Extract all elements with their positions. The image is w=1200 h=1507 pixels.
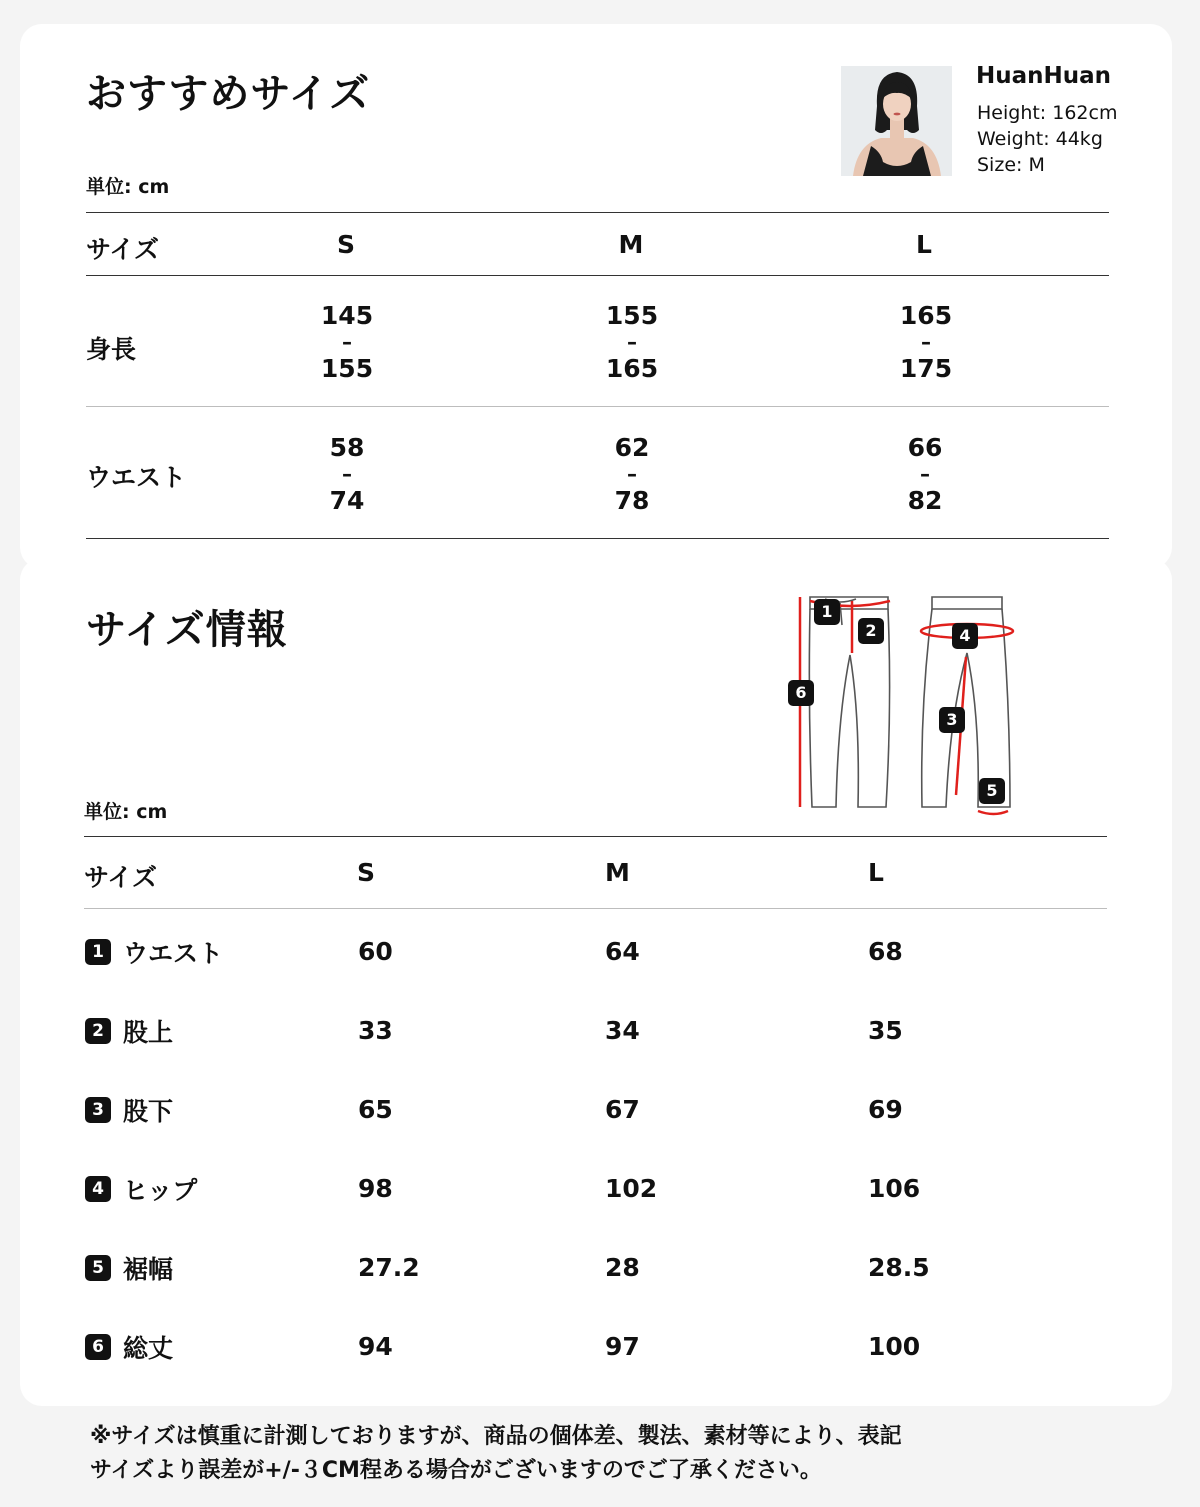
info-header-s: S bbox=[357, 858, 376, 887]
badge-3: 3 bbox=[85, 1097, 111, 1123]
info-cell-hem-l: 28.5 bbox=[868, 1253, 930, 1282]
info-cell-inseam-m: 67 bbox=[605, 1095, 640, 1124]
divider bbox=[84, 836, 1107, 837]
info-row-label-inseam: 3 股下 bbox=[85, 1092, 173, 1128]
model-weight: Weight: 44kg bbox=[977, 128, 1103, 150]
recommend-row-label-height: 身長 bbox=[86, 335, 137, 364]
diagram-badge-3: 3 bbox=[939, 707, 965, 733]
info-cell-hip-m: 102 bbox=[605, 1174, 658, 1203]
recommend-header-s: S bbox=[336, 230, 355, 259]
info-cell-hip-l: 106 bbox=[868, 1174, 921, 1203]
diagram-badge-4: 4 bbox=[952, 623, 978, 649]
recommend-cell-height-l: 165 – 175 bbox=[899, 301, 953, 383]
info-row-label-waist: 1 ウエスト bbox=[85, 934, 223, 970]
info-cell-rise-s: 33 bbox=[358, 1016, 393, 1045]
info-cell-inseam-s: 65 bbox=[358, 1095, 393, 1124]
badge-5: 5 bbox=[85, 1255, 111, 1281]
recommend-header-m: M bbox=[618, 230, 644, 259]
info-row-label-rise: 2 股上 bbox=[85, 1013, 173, 1049]
recommend-header-l: L bbox=[916, 230, 932, 259]
badge-2: 2 bbox=[85, 1018, 111, 1044]
info-row-label-hem-width: 5 裾幅 bbox=[85, 1250, 173, 1286]
info-row-label-total-length: 6 総丈 bbox=[85, 1329, 173, 1365]
divider bbox=[86, 406, 1109, 407]
divider bbox=[86, 538, 1109, 539]
diagram-badge-6: 6 bbox=[788, 680, 814, 706]
badge-6: 6 bbox=[85, 1334, 111, 1360]
recommend-cell-waist-m: 62 – 78 bbox=[614, 433, 650, 515]
info-cell-rise-m: 34 bbox=[605, 1016, 640, 1045]
info-cell-hem-m: 28 bbox=[605, 1253, 640, 1282]
size-info-unit: 単位: cm bbox=[84, 801, 168, 823]
model-name: HuanHuan bbox=[976, 63, 1112, 89]
disclaimer-note bbox=[90, 1420, 1150, 1488]
info-cell-inseam-l: 69 bbox=[868, 1095, 903, 1124]
info-header-size: サイズ bbox=[84, 863, 158, 892]
recommend-cell-waist-s: 58 – 74 bbox=[329, 433, 365, 515]
info-row-label-hip: 4 ヒップ bbox=[85, 1171, 197, 1207]
disclaimer-line-2: サイズより誤差が+/-３CM程ある場合がございますのでご了承ください。 bbox=[90, 1458, 822, 1483]
info-cell-waist-s: 60 bbox=[358, 937, 393, 966]
divider bbox=[86, 275, 1109, 276]
recommend-cell-height-m: 155 – 165 bbox=[605, 301, 659, 383]
info-header-l: L bbox=[868, 858, 884, 887]
badge-1: 1 bbox=[85, 939, 111, 965]
model-portrait-image bbox=[841, 66, 952, 176]
info-cell-length-l: 100 bbox=[868, 1332, 921, 1361]
pants-measurement-diagram bbox=[780, 585, 1040, 825]
info-cell-rise-l: 35 bbox=[868, 1016, 903, 1045]
recommend-header-size: サイズ bbox=[86, 235, 160, 264]
info-cell-hem-s: 27.2 bbox=[358, 1253, 420, 1282]
divider bbox=[84, 908, 1107, 909]
diagram-badge-1: 1 bbox=[814, 599, 840, 625]
disclaimer-line-1: ※サイズは慎重に計測しておりますが、商品の個体差、製法、素材等により、表記 bbox=[90, 1424, 902, 1449]
info-cell-hip-s: 98 bbox=[358, 1174, 393, 1203]
diagram-badge-5: 5 bbox=[979, 778, 1005, 804]
info-cell-waist-m: 64 bbox=[605, 937, 640, 966]
model-height: Height: 162cm bbox=[977, 102, 1118, 124]
info-cell-length-s: 94 bbox=[358, 1332, 393, 1361]
info-header-m: M bbox=[605, 858, 630, 887]
model-size: Size: M bbox=[977, 154, 1045, 176]
recommend-unit: 単位: cm bbox=[86, 176, 170, 198]
divider bbox=[86, 212, 1109, 213]
diagram-badge-2: 2 bbox=[858, 618, 884, 644]
model-photo bbox=[841, 66, 952, 176]
size-info-title: サイズ情報 bbox=[86, 607, 288, 653]
badge-4: 4 bbox=[85, 1176, 111, 1202]
recommend-cell-waist-l: 66 – 82 bbox=[907, 433, 943, 515]
info-cell-waist-l: 68 bbox=[868, 937, 903, 966]
info-cell-length-m: 97 bbox=[605, 1332, 640, 1361]
recommend-row-label-waist: ウエスト bbox=[86, 463, 187, 492]
recommend-title: おすすめサイズ bbox=[86, 71, 371, 117]
recommend-cell-height-s: 145 – 155 bbox=[320, 301, 374, 383]
